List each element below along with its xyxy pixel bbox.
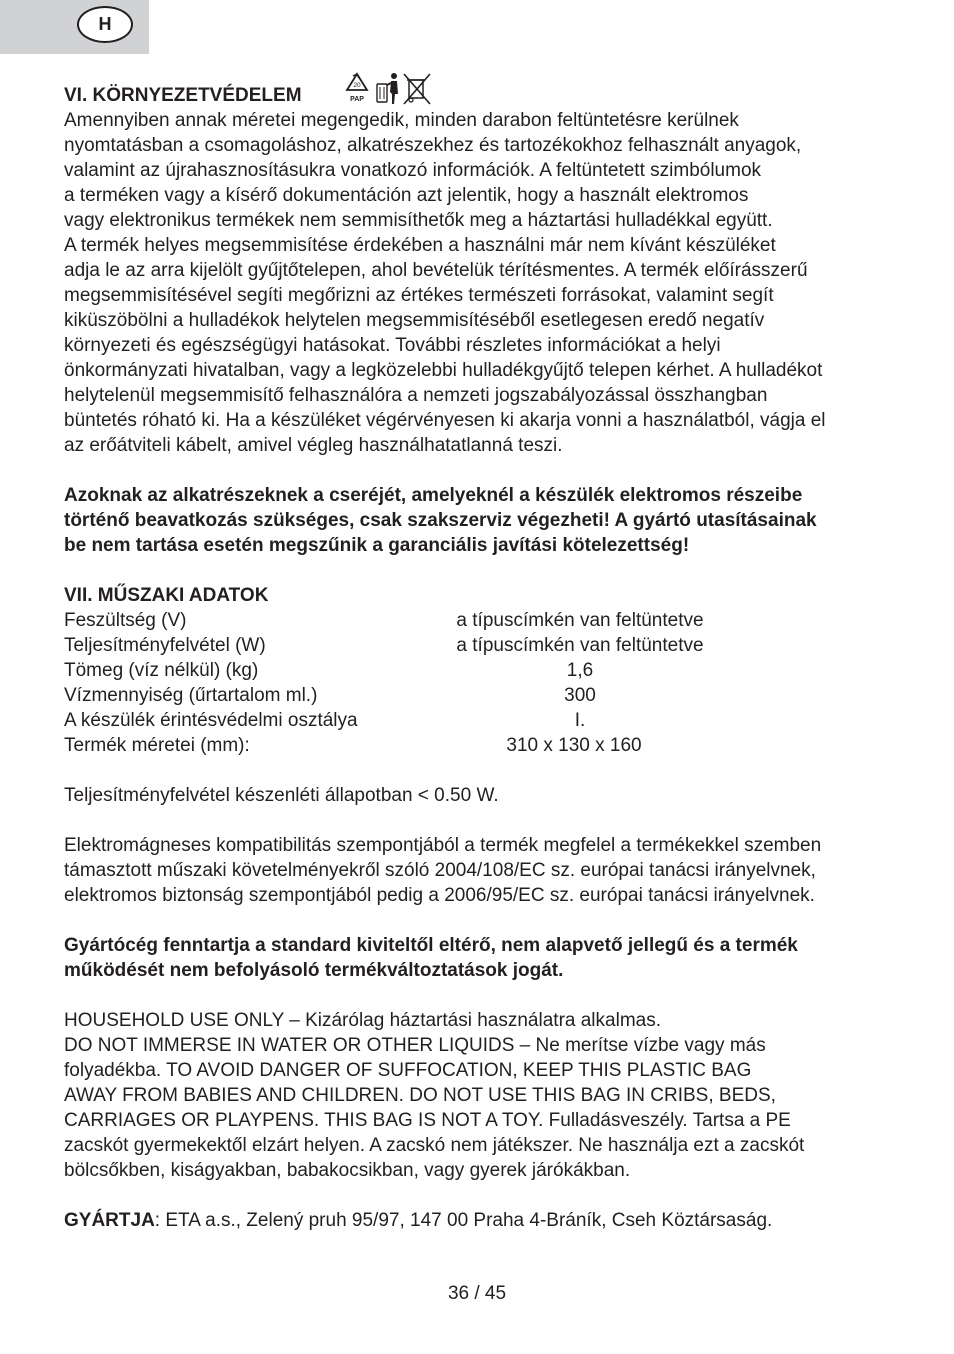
household-line: folyadékba. TO AVOID DANGER OF SUFFOCATION, KEEP THIS PLASTIC BAG [64, 1060, 752, 1081]
spec-label: Vízmennyiség (űrtartalom ml.) [64, 685, 318, 706]
env-paragraph-line: büntetés róható ki. Ha a készüléket végérvényesen ki akarja vonni a használatból, vágja el [64, 410, 826, 431]
specs-section-title: VII. MŰSZAKI ADATOK [64, 585, 269, 606]
manufacturer-address: : ETA a.s., Zelený pruh 95/97, 147 00 Praha 4-Bráník, Cseh Köztársaság. [154, 1210, 773, 1231]
recycle-waste-icons [344, 70, 436, 108]
recycle-pap-icon [347, 74, 367, 103]
spec-label: A készülék érintésvédelmi osztálya [64, 710, 358, 731]
env-paragraph-line: a terméken vagy a kísérő dokumentáción azt jelentik, hogy a használt elektromos [64, 185, 749, 206]
recycle-text: PAP [350, 96, 364, 103]
spec-row [64, 683, 894, 708]
spec-row [64, 733, 894, 758]
page-number: 36 / 45 [447, 1283, 507, 1304]
recycle-number: 20 [353, 82, 361, 89]
service-warning-line: történő beavatkozás szükséges, csak szakszerviz végezheti! A gyártó utasításainak [64, 510, 817, 531]
service-warning-line: be nem tartása esetén megszűnik a garanciális javítási kötelezettség! [64, 535, 690, 556]
household-line: bölcsőkben, kiságyakban, babakocsikban, vagy gyerek járókákban. [64, 1160, 631, 1181]
env-paragraph-line: környezeti és egészségügyi hatásokat. További részletes információkat a helyi [64, 335, 721, 356]
spec-label: Teljesítményfelvétel (W) [64, 635, 266, 656]
spec-row [64, 708, 894, 733]
emc-line: elektromos biztonság szempontjából pedig a 2006/95/EC sz. európai tanácsi irányelvnek. [64, 885, 815, 906]
crossed-bin-icon [404, 74, 430, 104]
emc-line: Elektromágneses kompatibilitás szempontjából a termék megfelel a termékekkel szemben [64, 835, 822, 856]
spec-label: Termék méretei (mm): [64, 735, 250, 756]
env-paragraph-line: adja le az arra kijelölt gyűjtőtelepen, ahol bevételük térítésmentes. A termék előírásszerű [64, 260, 808, 281]
spec-row [64, 633, 894, 658]
household-line: CARRIAGES OR PLAYPENS. THIS BAG IS NOT A TOY. Fulladásveszély. Tartsa a PE [64, 1110, 791, 1131]
spec-value: 1,6 [566, 660, 594, 681]
rights-line: működését nem befolyásoló termékváltoztatások jogát. [64, 960, 564, 981]
env-paragraph-line: helytelenül megsemmisítő felhasználóra a nemzeti jogszabályozással összhangban [64, 385, 768, 406]
spec-value: a típuscímkén van feltüntetve [456, 610, 704, 631]
household-line: HOUSEHOLD USE ONLY – Kizárólag háztartási használatra alkalmas. [64, 1010, 661, 1031]
spec-row [64, 608, 894, 633]
spec-value: 300 [564, 685, 596, 706]
language-badge: H [77, 6, 133, 43]
spec-value: I. [574, 710, 586, 731]
manufacturer-label: GYÁRTJA [64, 1210, 155, 1231]
env-paragraph-line: megsemmisítésével segíti megőrizni az értékes természeti forrásokat, valamint segít [64, 285, 774, 306]
env-paragraph-line: valamint az újrahasznosításukra vonatkozó információk. A feltüntetett szimbólumok [64, 160, 762, 181]
household-line: zacskót gyermekektől elzárt helyen. A zacskó nem játékszer. Ne használja ezt a zacskót [64, 1135, 805, 1156]
tidyman-icon [377, 73, 398, 104]
language-tab [0, 0, 149, 54]
spec-label: Tömeg (víz nélkül) (kg) [64, 660, 259, 681]
standby-power-text: Teljesítményfelvétel készenléti állapotban < 0.50 W. [64, 785, 499, 806]
spec-value: a típuscímkén van feltüntetve [456, 635, 704, 656]
env-paragraph-line: Amennyiben annak méretei megengedik, minden darabon feltüntetésre kerülnek [64, 110, 739, 131]
service-warning-line: Azoknak az alkatrészeknek a cseréjét, amelyeknél a készülék elektromos részeibe [64, 485, 803, 506]
spec-value: 310 x 130 x 160 [506, 735, 642, 756]
household-line: DO NOT IMMERSE IN WATER OR OTHER LIQUIDS – Ne merítse vízbe vagy más [64, 1035, 766, 1056]
manufacturer-line [64, 1208, 772, 1233]
env-paragraph-line: az erőátviteli kábelt, amivel végleg használhatatlanná teszi. [64, 435, 563, 456]
env-paragraph-line: vagy elektronikus termékek nem semmisíthetők meg a háztartási hulladékkal együtt. [64, 210, 773, 231]
spec-row [64, 658, 894, 683]
household-line: AWAY FROM BABIES AND CHILDREN. DO NOT USE THIS BAG IN CRIBS, BEDS, [64, 1085, 776, 1106]
env-paragraph-line: önkormányzati hivatalban, vagy a legközelebbi hulladékgyűjtő telepen kérhet. A hulladékot [64, 360, 823, 381]
spec-label: Feszültség (V) [64, 610, 187, 631]
env-paragraph-line: nyomtatásban a csomagoláshoz, alkatrészekhez és tartozékokhoz felhasznált anyagok, [64, 135, 802, 156]
env-paragraph-line: A termék helyes megsemmisítése érdekében a használni már nem kívánt készüléket [64, 235, 776, 256]
env-section-title: VI. KÖRNYEZETVÉDELEM [64, 85, 302, 106]
rights-line: Gyártócég fenntartja a standard kiviteltől eltérő, nem alapvető jellegű és a termék [64, 935, 798, 956]
emc-line: támasztott műszaki követelményekről szóló 2004/108/EC sz. európai tanácsi irányelvnek, [64, 860, 816, 881]
env-paragraph-line: kiküszöbölni a hulladékok helytelen megsemmisítéséből esetlegesen eredő negatív [64, 310, 765, 331]
